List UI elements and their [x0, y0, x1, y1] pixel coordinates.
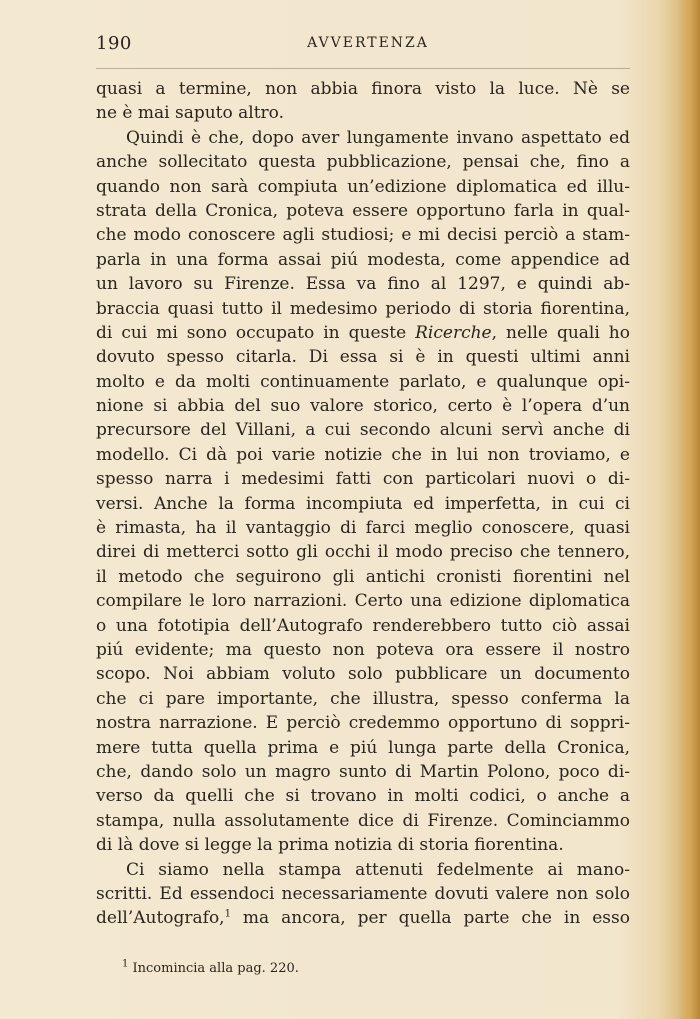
footnote-marker: 1: [122, 958, 129, 970]
text-line: il metodo che seguirono gli antichi cronisti fiorentini nel: [96, 566, 630, 587]
text-line: stampa, nulla assolutamente dice di Firenze. Cominciammo: [96, 810, 630, 831]
text-line: o una fototipia dell’Autografo renderebbero tutto ciò assai: [96, 615, 630, 636]
body-text: [96, 77, 630, 931]
header-rule: [96, 68, 630, 69]
text-line: strata della Cronica, poteva essere opportuno farla in qual-: [96, 200, 630, 221]
text-line: mere tutta quella prima e piú lunga parte della Cronica,: [96, 737, 630, 758]
text-line: verso da quelli che si trovano in molti codici, o anche a: [96, 786, 630, 807]
text-line: Quindi è che, dopo aver lungamente invano aspettato ed: [126, 127, 630, 148]
text-line: nostra narrazione. E perciò credemmo opportuno di soppri-: [96, 713, 630, 734]
text-line: [96, 321, 630, 345]
text-line: [96, 906, 630, 930]
page-header: [96, 33, 630, 59]
footnote-reference: 1: [224, 908, 231, 920]
text-line: modello. Ci dà poi varie notizie che in lui non troviamo, e: [96, 444, 630, 465]
text-line-after: ma ancora, per quella parte che in esso: [230, 908, 630, 929]
text-line: scritti. Ed essendoci necessariamente dovuti valere non solo: [96, 883, 630, 904]
footnote: [122, 958, 299, 976]
text-line: molto e da molti continuamente parlato, e qualunque opi-: [96, 371, 630, 392]
text-line: quasi a termine, non abbia finora visto la luce. Nè se: [96, 79, 630, 99]
running-head: AVVERTENZA: [307, 35, 429, 51]
text-line: dovuto spesso citarla. Di essa si è in questi ultimi anni: [96, 347, 630, 368]
text-line: ne è mai saputo altro.: [96, 103, 285, 124]
text-line: braccia quasi tutto il medesimo periodo di storia fiorentina,: [96, 298, 630, 319]
text-line: versi. Anche la forma incompiuta ed imperfetta, in cui ci: [96, 493, 630, 514]
page-edge-shadow: [678, 0, 700, 1019]
text-line: piú evidente; ma questo non poteva ora essere il nostro: [96, 639, 630, 660]
text-line: che modo conoscere agli studiosi; e mi decisi perciò a stam-: [96, 225, 630, 246]
text-line: è rimasta, ha il vantaggio di farci meglio conoscere, quasi: [96, 518, 630, 539]
text-line: quando non sarà compiuta un’edizione diplomatica ed illu-: [96, 176, 630, 197]
text-line-after: , nelle quali ho: [491, 322, 630, 343]
text-line-before: dell’Autografo,: [96, 908, 225, 929]
text-line: Ci siamo nella stampa attenuti fedelmente ai mano-: [126, 859, 630, 880]
text-line: parla in una forma assai piú modesta, come appendice ad: [96, 249, 630, 270]
text-line: nione si abbia del suo valore storico, certo è l’opera d’un: [96, 396, 630, 417]
text-line: scopo. Noi abbiam voluto solo pubblicare un documento: [96, 664, 630, 685]
text-line: spesso narra i medesimi fatti con particolari nuovi o di-: [96, 469, 630, 490]
text-line: direi di metterci sotto gli occhi il modo preciso che tennero,: [96, 542, 630, 563]
italic-title: Ricerche: [415, 322, 492, 343]
text-line: che ci pare importante, che illustra, spesso conferma la: [96, 688, 630, 709]
text-line: di là dove si legge la prima notizia di storia fiorentina.: [96, 835, 564, 856]
page-number: 190: [96, 33, 132, 54]
text-line: precursore del Villani, a cui secondo alcuni servì anche di: [96, 420, 630, 441]
text-line: che, dando solo un magro sunto di Martin Polono, poco di-: [96, 761, 630, 782]
text-line: anche sollecitato questa pubblicazione, pensai che, fino a: [96, 152, 630, 173]
text-line: un lavoro su Firenze. Essa va fino al 1297, e quindi ab-: [96, 274, 630, 295]
text-line-before: di cui mi sono occupato in queste: [96, 322, 416, 343]
footnote-text: Incomincia alla pag. 220.: [132, 961, 299, 976]
text-line: compilare le loro narrazioni. Certo una edizione diplomatica: [96, 591, 630, 612]
